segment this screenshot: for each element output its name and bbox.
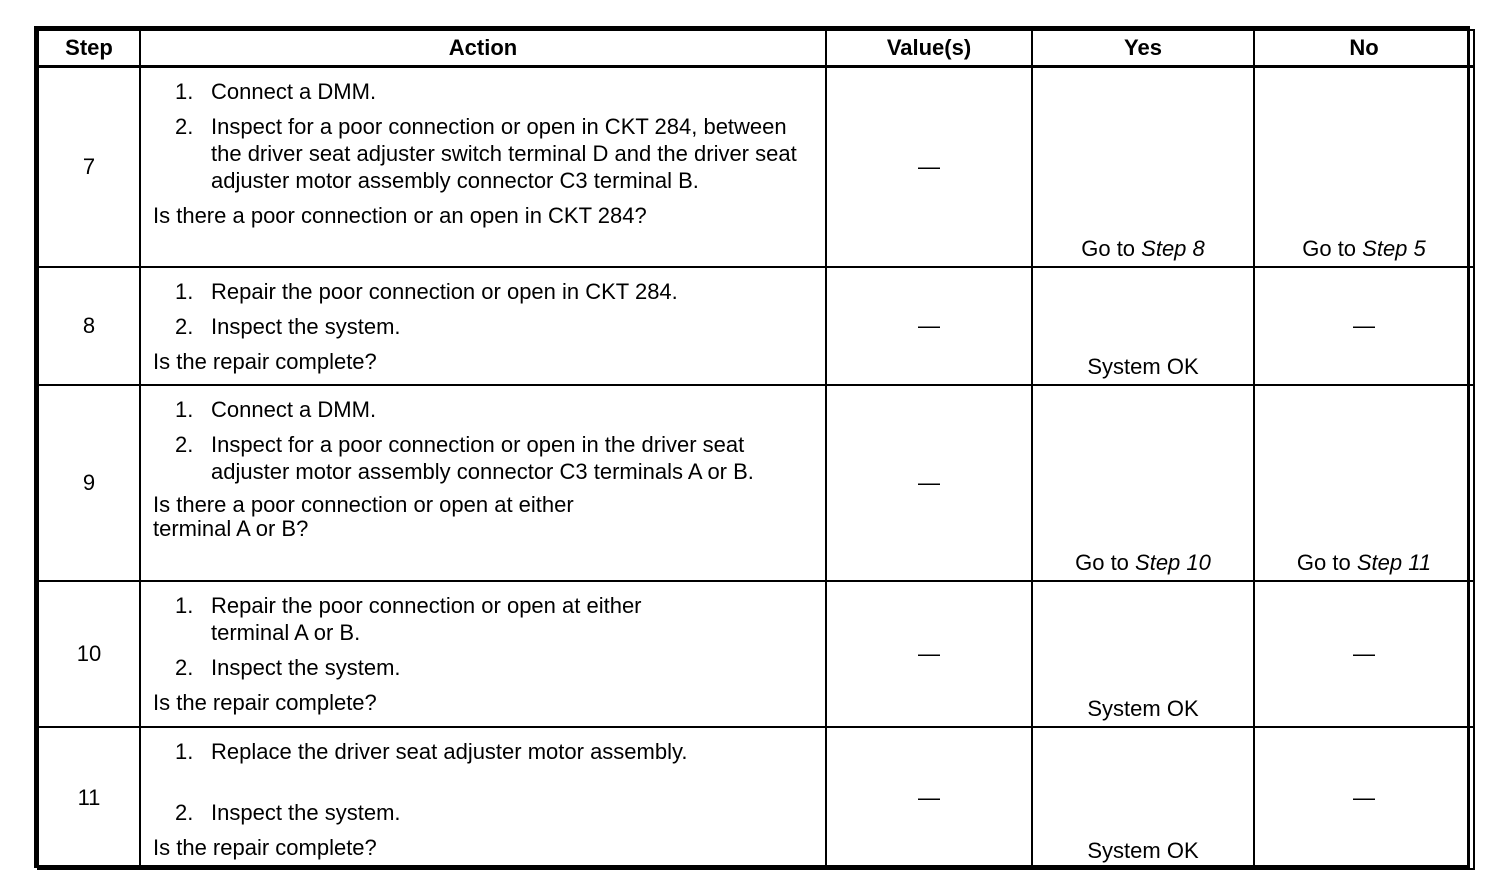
no-cell xyxy=(1254,67,1474,267)
action-item xyxy=(175,313,815,340)
action-item xyxy=(175,431,815,485)
diagnostic-table-frame xyxy=(34,26,1470,868)
yes-cell xyxy=(1032,385,1254,581)
action-item-text: Connect a DMM. xyxy=(211,396,377,422)
action-item-number: 1. xyxy=(175,278,194,304)
table-row xyxy=(38,581,1474,727)
action-item-number: 1. xyxy=(175,738,194,764)
action-item-number: 2. xyxy=(175,431,194,457)
action-item-text: Inspect for a poor connection or open in CKT 284, between the driver seat adjuster switch terminal D and the driver seat adjuster motor assembly connector C3 terminal B. xyxy=(211,114,797,193)
action-question: Is the repair complete? xyxy=(153,689,377,715)
action-cell xyxy=(140,581,826,727)
yes-step-link[interactable]: Step 8 xyxy=(1141,235,1205,261)
action-item-number: 1. xyxy=(175,79,194,104)
action-item-text: Inspect the system. xyxy=(211,799,401,825)
action-item-text: Inspect the system. xyxy=(211,313,401,339)
action-item-number: 1. xyxy=(175,396,194,422)
yes-cell xyxy=(1032,67,1254,267)
no-prefix: Go to xyxy=(1296,549,1357,575)
no-cell: — xyxy=(1254,267,1474,385)
action-item xyxy=(175,278,815,305)
header-values: Value(s) xyxy=(826,30,1032,67)
diagnostic-table xyxy=(37,29,1475,870)
action-question: Is there a poor connection or an open in CKT 284? xyxy=(153,203,647,228)
action-cell xyxy=(140,67,826,267)
table-row xyxy=(38,267,1474,385)
action-cell xyxy=(140,727,826,869)
action-list xyxy=(153,78,815,194)
action-item xyxy=(175,113,815,194)
action-question: Is there a poor connection or open at either terminal A or B? xyxy=(153,491,574,541)
header-row xyxy=(38,30,1474,67)
action-item xyxy=(175,799,815,826)
step-number: 9 xyxy=(38,385,140,581)
value-cell: — xyxy=(826,67,1032,267)
yes-cell: System OK xyxy=(1032,581,1254,727)
no-prefix: Go to xyxy=(1302,235,1363,261)
action-item-text: Inspect the system. xyxy=(211,654,401,680)
action-cell xyxy=(140,385,826,581)
action-item xyxy=(175,396,815,423)
step-number: 11 xyxy=(38,727,140,869)
yes-prefix: Go to xyxy=(1075,549,1136,575)
table-row xyxy=(38,385,1474,581)
action-item xyxy=(175,78,815,105)
action-item-text: Replace the driver seat adjuster motor assembly. xyxy=(211,738,688,764)
value-cell: — xyxy=(826,267,1032,385)
action-item-number: 2. xyxy=(175,799,194,825)
action-item-number: 2. xyxy=(175,654,194,680)
action-item-text: Repair the poor connection or open at either terminal A or B. xyxy=(211,592,642,645)
action-item xyxy=(175,654,815,681)
action-cell xyxy=(140,267,826,385)
value-cell: — xyxy=(826,385,1032,581)
action-item-text: Connect a DMM. xyxy=(211,79,377,104)
action-question: Is the repair complete? xyxy=(153,834,377,860)
header-yes: Yes xyxy=(1032,30,1254,67)
value-cell: — xyxy=(826,581,1032,727)
header-action: Action xyxy=(140,30,826,67)
action-item-number: 2. xyxy=(175,313,194,339)
no-cell xyxy=(1254,385,1474,581)
no-cell: — xyxy=(1254,581,1474,727)
action-item xyxy=(175,738,815,765)
yes-step-link[interactable]: Step 10 xyxy=(1135,549,1211,575)
yes-cell: System OK xyxy=(1032,267,1254,385)
action-list xyxy=(153,278,815,340)
table-row xyxy=(38,727,1474,869)
action-item-text: Repair the poor connection or open in CKT 284. xyxy=(211,278,678,304)
action-list xyxy=(153,738,815,826)
step-number: 7 xyxy=(38,67,140,267)
yes-cell: System OK xyxy=(1032,727,1254,869)
action-question: Is the repair complete? xyxy=(153,348,377,374)
action-item-text: Inspect for a poor connection or open in the driver seat adjuster motor assembly connector C3 terminals A or B. xyxy=(211,431,754,484)
yes-prefix: Go to xyxy=(1081,235,1142,261)
no-cell: — xyxy=(1254,727,1474,869)
no-step-link[interactable]: Step 5 xyxy=(1362,235,1426,261)
step-number: 8 xyxy=(38,267,140,385)
no-step-link[interactable]: Step 11 xyxy=(1356,549,1432,575)
header-step: Step xyxy=(38,30,140,67)
action-item-number: 1. xyxy=(175,592,194,618)
table-row xyxy=(38,67,1474,267)
action-list xyxy=(153,396,815,485)
action-list xyxy=(153,592,815,681)
header-no: No xyxy=(1254,30,1474,67)
action-item xyxy=(175,592,815,646)
action-item-number: 2. xyxy=(175,114,194,139)
step-number: 10 xyxy=(38,581,140,727)
value-cell: — xyxy=(826,727,1032,869)
